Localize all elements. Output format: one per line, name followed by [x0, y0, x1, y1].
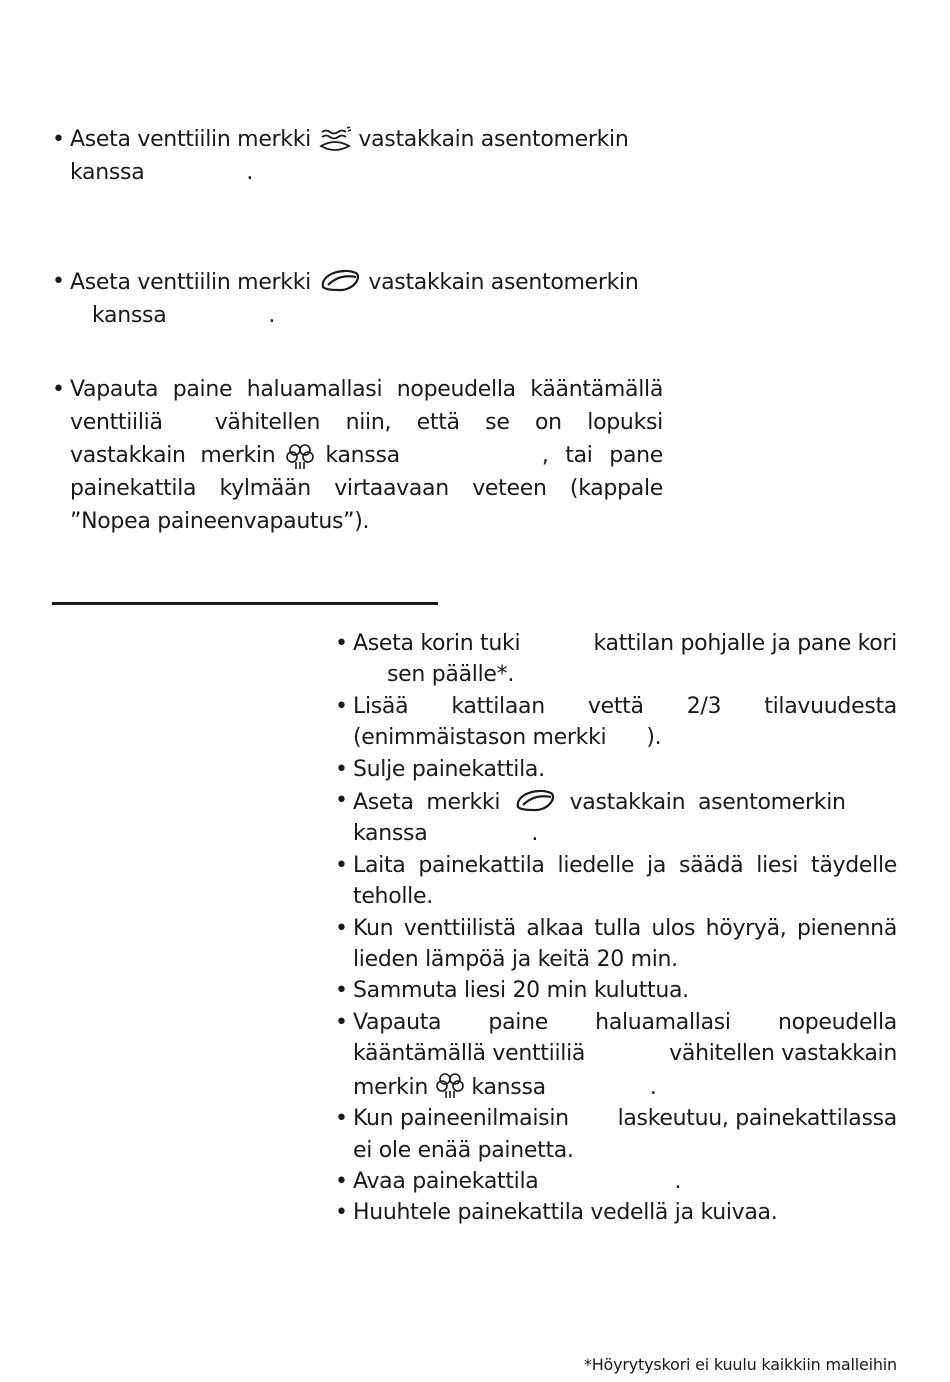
footnote: *Höyrytyskori ei kuulu kaikkiin malleihin — [583, 1355, 897, 1374]
list-item: • Avaa painekattila . — [335, 1168, 682, 1194]
bullet-pressure-cook: • Aseta venttiilin merkki vastakkain asentomerkin kanssa . — [52, 265, 663, 332]
steam-icon — [435, 1070, 465, 1100]
list-item: • Kun venttiilistä alkaa tulla ulos höyryä, pienennä lieden lämpöä ja keitä 20 min. — [335, 915, 897, 973]
pressure-cook-icon — [513, 785, 557, 815]
list-item: • Aseta korin tuki kattilan pohjalle ja pane kori sen päälle*. — [335, 631, 897, 688]
list-item: • Lisää kattilaan vettä 2/3 tilavuudesta (enimmäistason merkki ). — [335, 693, 897, 751]
list-item: • Laita painekattila liedelle ja säädä liesi täydelle teholle. — [335, 852, 897, 910]
section-divider — [52, 602, 438, 605]
list-item: • Vapauta paine haluamallasi nopeudella kääntämällä venttiiliä vähitellen vastakkain merkin kanssa . — [335, 1009, 897, 1100]
pressure-cook-icon — [318, 265, 362, 295]
steam-icon — [285, 441, 315, 471]
steps-list — [335, 628, 897, 1229]
list-item: • Sulje painekattila. — [335, 756, 545, 782]
steam-release-icon — [318, 126, 352, 152]
list-item: • Huuhtele painekattila vedellä ja kuivaa. — [335, 1200, 778, 1226]
bullet-steam-release: • Aseta venttiilin merkki vastakkain asentomerkin kanssa . — [52, 127, 629, 185]
bullet-release-pressure: • Vapauta paine haluamallasi nopeudella kääntämällä venttiiliä vähitellen niin, että se on lopuksi vastakkain merkin kanssa , tai pane painekattila kylmään virtaavaan veteen (kappale ”Nopea paineenvapautus”). — [52, 377, 663, 534]
list-item: • Aseta merkki vastakkain asentomerkin kanssa . — [335, 785, 897, 850]
list-item: • Kun paineenilmaisin laskeutuu, painekattilassa ei ole enää painetta. — [335, 1106, 897, 1163]
list-item: • Sammuta liesi 20 min kuluttua. — [335, 978, 689, 1004]
